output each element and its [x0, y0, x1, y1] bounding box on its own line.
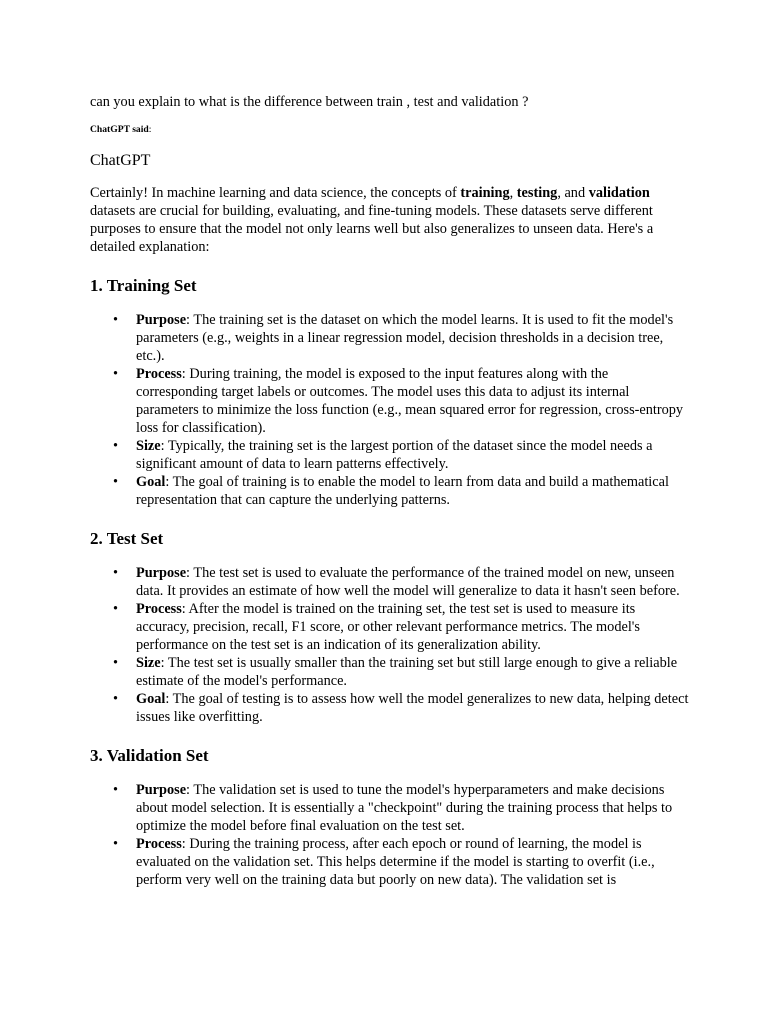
bullet-glyph: • — [113, 601, 119, 617]
bullet-text: : After the model is trained on the training set, the test set is used to measure its accuracy, precision, recall, F1 score, or other relevant performance metrics. The model's performance on the test set is an indication of its generalization ability. — [136, 601, 640, 653]
bullet-glyph: • — [113, 474, 119, 490]
chatgpt-said-name: ChatGPT said — [90, 124, 149, 135]
intro-text-4: datasets are crucial for building, evaluating, and fine-tuning models. These datasets serve different purposes to ensure that the model not only learns well but also generalizes to unseen data. Here's a detailed explanation: — [90, 203, 654, 255]
chatgpt-said-label — [90, 124, 690, 136]
list-item — [113, 690, 690, 726]
test-bullet-list — [90, 564, 690, 726]
intro-bold-testing: testing — [516, 185, 558, 201]
assistant-name: ChatGPT — [90, 152, 151, 169]
bullet-term: Process — [136, 836, 182, 852]
bullet-glyph: • — [113, 366, 119, 382]
intro-bold-validation: validation — [588, 185, 650, 201]
document-page — [90, 93, 690, 889]
section-heading-test: 2. Test Set — [90, 529, 164, 548]
list-item — [113, 835, 690, 889]
bullet-term: Goal — [136, 474, 166, 490]
bullet-glyph: • — [113, 691, 119, 707]
list-item — [113, 473, 690, 509]
intro-bold-training: training — [460, 185, 510, 201]
list-item — [113, 437, 690, 473]
list-item — [113, 654, 690, 690]
intro-text-3: , and — [557, 185, 589, 201]
bullet-glyph: • — [113, 312, 119, 328]
section-heading-training: 1. Training Set — [90, 276, 197, 295]
bullet-term: Process — [136, 601, 182, 617]
intro-paragraph — [90, 184, 690, 256]
intro-text-1: Certainly! In machine learning and data science, the concepts of — [90, 185, 461, 201]
bullet-term: Purpose — [136, 312, 187, 328]
list-item — [113, 365, 690, 437]
bullet-glyph: • — [113, 438, 119, 454]
bullet-text: : During training, the model is exposed to the input features along with the corresponding target labels or outcomes. The model uses this data to adjust its internal parameters to minimize the loss function (e.g., mean squared error for regression, cross-entropy loss for classification). — [136, 366, 684, 436]
bullet-text: : During the training process, after each epoch or round of learning, the model is evaluated on the validation set. This helps determine if the model is starting to overfit (i.e., perform very well on the training data but poorly on new data). The validation set is — [136, 836, 655, 888]
validation-bullet-list — [90, 781, 690, 889]
user-question: can you explain to what is the difference between train , test and validation ? — [90, 94, 529, 110]
bullet-text: : The test set is used to evaluate the performance of the trained model on new, unseen data. It provides an estimate of how well the model will generalize to data it hasn't seen before. — [136, 565, 680, 599]
bullet-term: Size — [136, 655, 161, 671]
bullet-text: : The test set is usually smaller than the training set but still large enough to give a reliable estimate of the model's performance. — [136, 655, 678, 689]
list-item — [113, 781, 690, 835]
bullet-glyph: • — [113, 782, 119, 798]
bullet-term: Goal — [136, 691, 166, 707]
intro-text-2: , — [509, 185, 517, 201]
list-item — [113, 600, 690, 654]
bullet-text: : Typically, the training set is the largest portion of the dataset since the model needs a significant amount of data to learn patterns effectively. — [136, 438, 653, 472]
training-bullet-list — [90, 311, 690, 509]
chatgpt-said-colon: : — [148, 124, 152, 135]
bullet-glyph: • — [113, 836, 119, 852]
bullet-text: : The goal of testing is to assess how well the model generalizes to new data, helping detect issues like overfitting. — [136, 691, 689, 725]
bullet-term: Process — [136, 366, 182, 382]
section-heading-validation: 3. Validation Set — [90, 746, 209, 765]
bullet-text: : The goal of training is to enable the model to learn from data and build a mathematical representation that can capture the underlying patterns. — [136, 474, 669, 508]
bullet-text: : The validation set is used to tune the model's hyperparameters and make decisions about model selection. It is essentially a "checkpoint" during the training process that helps to optimize the model before final evaluation on the test set. — [136, 782, 673, 834]
bullet-glyph: • — [113, 655, 119, 671]
bullet-term: Size — [136, 438, 161, 454]
bullet-text: : The training set is the dataset on which the model learns. It is used to fit the model's parameters (e.g., weights in a linear regression model, decision thresholds in a decision tree, etc.). — [136, 312, 674, 364]
list-item — [113, 311, 690, 365]
bullet-term: Purpose — [136, 565, 187, 581]
bullet-glyph: • — [113, 565, 119, 581]
bullet-term: Purpose — [136, 782, 187, 798]
list-item — [113, 564, 690, 600]
